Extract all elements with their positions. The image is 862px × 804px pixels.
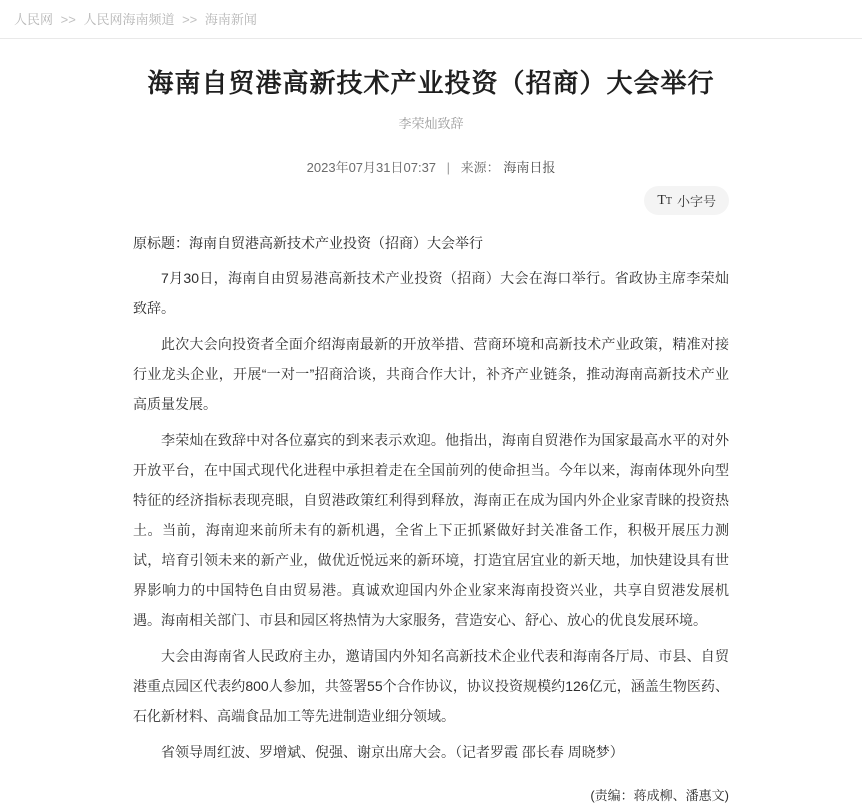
source-link[interactable]: 海南日报 bbox=[503, 160, 556, 175]
article-paragraph: 省领导周红波、罗增斌、倪强、谢京出席大会。（记者罗霞 邵长春 周晓梦） bbox=[161, 744, 624, 760]
article-paragraph: 此次大会向投资者全面介绍海南最新的开放举措、营商环境和高新技术产业政策，精准对接行业龙头企业，开展“一对一”招商洽谈，共商合作大计，补齐产业链条，推动海南高新技术产业高质量发展。 bbox=[133, 336, 729, 412]
article-meta bbox=[133, 157, 729, 176]
breadcrumb-link-peoples-daily[interactable]: 人民网 bbox=[14, 12, 54, 27]
article-subtitle: 李荣灿致辞 bbox=[398, 116, 464, 131]
original-title: 原标题：海南自贸港高新技术产业投资（招商）大会举行 bbox=[133, 235, 483, 251]
article-toolbar bbox=[133, 186, 729, 215]
font-size-button[interactable] bbox=[644, 186, 729, 215]
article-body bbox=[133, 263, 729, 767]
breadcrumb-link-hainan-channel[interactable]: 人民网海南频道 bbox=[83, 12, 175, 27]
breadcrumb-separator: >> bbox=[60, 12, 76, 27]
article-paragraph: 7月30日，海南自由贸易港高新技术产业投资（招商）大会在海口举行。省政协主席李荣灿致辞。 bbox=[133, 270, 729, 316]
breadcrumb bbox=[0, 0, 862, 39]
article-paragraph: 大会由海南省人民政府主办，邀请国内外知名高新技术企业代表和海南各厅局、市县、自贸港重点园区代表约800人参加，共签署55个合作协议，协议投资规模约126亿元，涵盖生物医药、石化新材料、高端食品加工等先进制造业细分领域。 bbox=[133, 648, 729, 724]
breadcrumb-link-hainan-news[interactable]: 海南新闻 bbox=[204, 12, 257, 27]
font-size-label: 小字号 bbox=[676, 194, 716, 209]
font-size-icon: TT bbox=[657, 193, 672, 208]
article-container bbox=[133, 66, 729, 804]
publish-date: 2023年07月31日07:37 bbox=[306, 160, 437, 175]
page-title: 海南自贸港高新技术产业投资（招商）大会举行 bbox=[147, 68, 715, 98]
article-paragraph: 李荣灿在致辞中对各位嘉宾的到来表示欢迎。他指出，海南自贸港作为国家最高水平的对外开放平台，在中国式现代化进程中承担着走在全国前列的使命担当。今年以来，海南体现外向型特征的经济指标表现亮眼，自贸港政策红利得到释放，海南正在成为国内外企业家青睐的投资热土。当前，海南迎来前所未有的新机遇，全省上下正抓紧做好封关准备工作，积极开展压力测试，培育引领未来的新产业，做优近悦远来的新环境，打造宜居宜业的新天地，加快建设具有世界影响力的中国特色自由贸易港。真诚欢迎国内外企业家来海南投资兴业，共享自贸港发展机遇。海南相关部门、市县和园区将热情为大家服务，营造安心、舒心、放心的优良发展环境。 bbox=[133, 432, 729, 628]
meta-separator: | bbox=[446, 160, 451, 175]
editors-credit: (责编：蒋成柳、潘惠文) bbox=[590, 788, 729, 803]
breadcrumb-separator: >> bbox=[182, 12, 198, 27]
source-label: 来源： bbox=[460, 160, 500, 175]
